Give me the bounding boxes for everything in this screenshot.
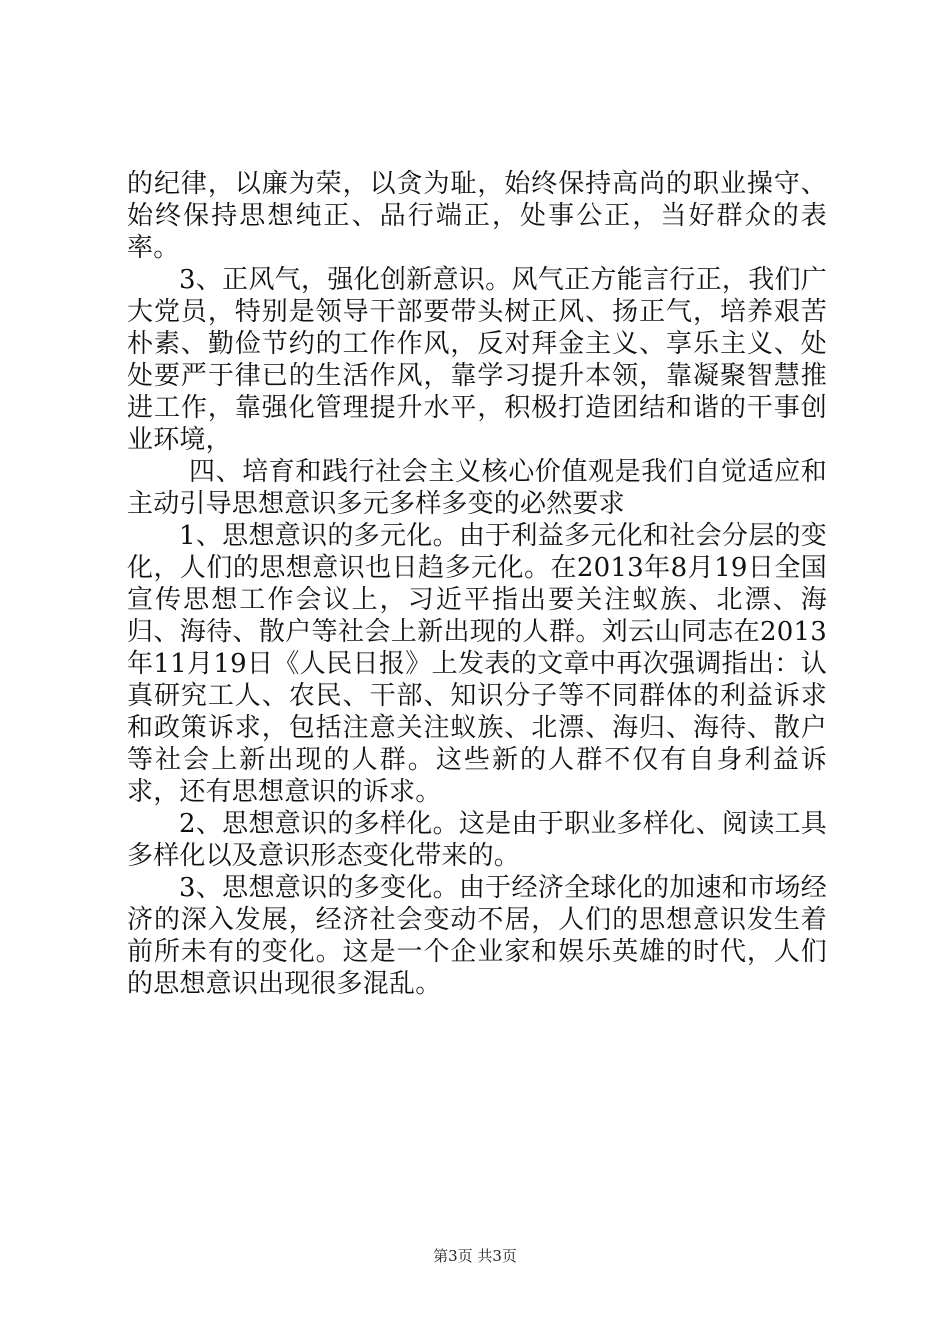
paragraph-point-2: 2、思想意识的多样化。这是由于职业多样化、阅读工具多样化以及意识形态变化带来的。 [127,809,827,871]
paragraph-point-3: 3、正风气，强化创新意识。风气正方能言行正，我们广大党员，特别是领导干部要带头树正风、扬正气，培养艰苦朴素、勤俭节约的工作作风，反对拜金主义、享乐主义、处处要严于律已的生活作风，靠学习提升本领，靠凝聚智慧推进工作，靠强化管理提升水平，积极打造团结和谐的干事创业环境， [127,265,827,455]
page-footer: 第3页 共3页 [433,1247,517,1265]
paragraph-point-1: 1、思想意识的多元化。由于利益多元化和社会分层的变化，人们的思想意识也日趋多元化。在2013年8月19日全国宣传思想工作会议上，习近平指出要关注蚁族、北漂、海归、海待、散户等社会上新出现的人群。刘云山同志在2013年11月19日《人民日报》上发表的文章中再次强调指出：认真研究工人、农民、干部、知识分子等不同群体的利益诉求和政策诉求，包括注意关注蚁族、北漂、海归、海待、散户等社会上新出现的人群。这些新的人群不仅有自身利益诉求，还有思想意识的诉求。 [127,521,827,807]
section-heading-4: 四、培育和践行社会主义核心价值观是我们自觉适应和主动引导思想意识多元多样多变的必然要求 [127,457,827,519]
paragraph-continuation: 的纪律，以廉为荣，以贪为耻，始终保持高尚的职业操守、始终保持思想纯正、品行端正，处事公正，当好群众的表率。 [127,169,827,263]
paragraph-point-3b: 3、思想意识的多变化。由于经济全球化的加速和市场经济的深入发展，经济社会变动不居，人们的思想意识发生着前所未有的变化。这是一个企业家和娱乐英雄的时代，人们的思想意识出现很多混乱。 [127,873,827,999]
document-body [127,168,827,1000]
